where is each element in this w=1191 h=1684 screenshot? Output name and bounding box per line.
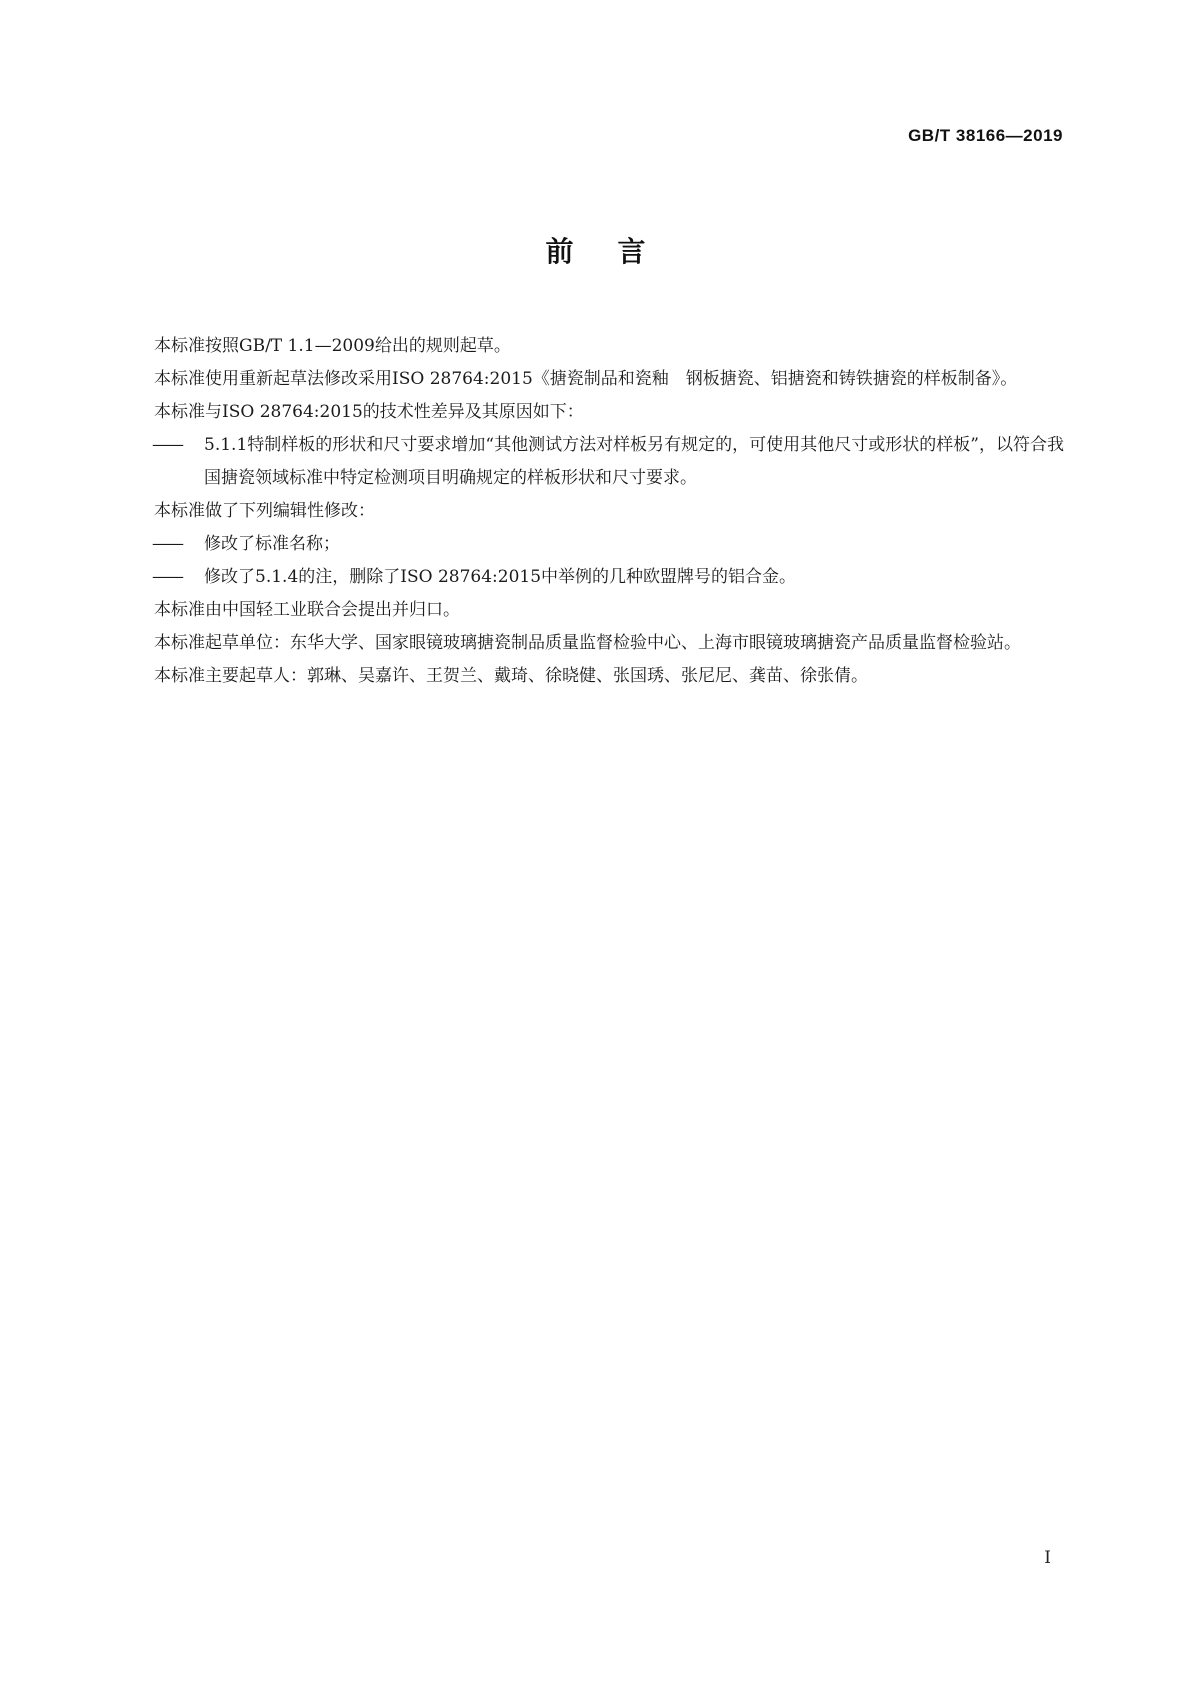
standard-code: GB/T 38166—2019	[908, 126, 1063, 145]
list-item-text: 修改了标准名称；	[204, 534, 340, 554]
list-item	[120, 528, 1064, 561]
page-title: 前言	[545, 235, 690, 268]
paragraph-drafting-rules: 本标准按照GB/T 1.1—2009给出的规则起草。	[154, 336, 511, 356]
paragraph-editorial-changes: 本标准做了下列编辑性修改：	[154, 501, 375, 521]
list-item-text: 修改了5.1.4的注，删除了ISO 28764:2015中举例的几种欧盟牌号的铝合金。	[204, 567, 797, 587]
list-item	[120, 561, 1064, 594]
paragraph-proposer: 本标准由中国轻工业联合会提出并归口。	[154, 600, 460, 620]
paragraph-drafting-units: 本标准起草单位：东华大学、国家眼镜玻璃搪瓷制品质量监督检验中心、上海市眼镜玻璃搪瓷产品质量监督检验站。	[154, 633, 1021, 653]
paragraph-drafters: 本标准主要起草人：郭琳、吴嘉许、王贺兰、戴琦、徐晓健、张国琇、张尼尼、龚苗、徐张倩。	[154, 666, 868, 686]
dash-marker: ——	[152, 567, 182, 587]
dash-marker: ——	[152, 435, 182, 455]
foreword-body	[120, 330, 1064, 693]
page-number: I	[1044, 1548, 1051, 1568]
list-item	[120, 429, 1064, 495]
paragraph-technical-differences: 本标准与ISO 28764:2015的技术性差异及其原因如下：	[154, 402, 584, 422]
paragraph-adoption: 本标准使用重新起草法修改采用ISO 28764:2015《搪瓷制品和瓷釉 钢板搪瓷、铝搪瓷和铸铁搪瓷的样板制备》。	[154, 369, 1018, 389]
list-item-text: 5.1.1特制样板的形状和尺寸要求增加“其他测试方法对样板另有规定的，可使用其他尺寸或形状的样板”，以符合我国搪瓷领域标准中特定检测项目明确规定的样板形状和尺寸要求。	[204, 435, 1064, 488]
dash-marker: ——	[152, 534, 182, 554]
